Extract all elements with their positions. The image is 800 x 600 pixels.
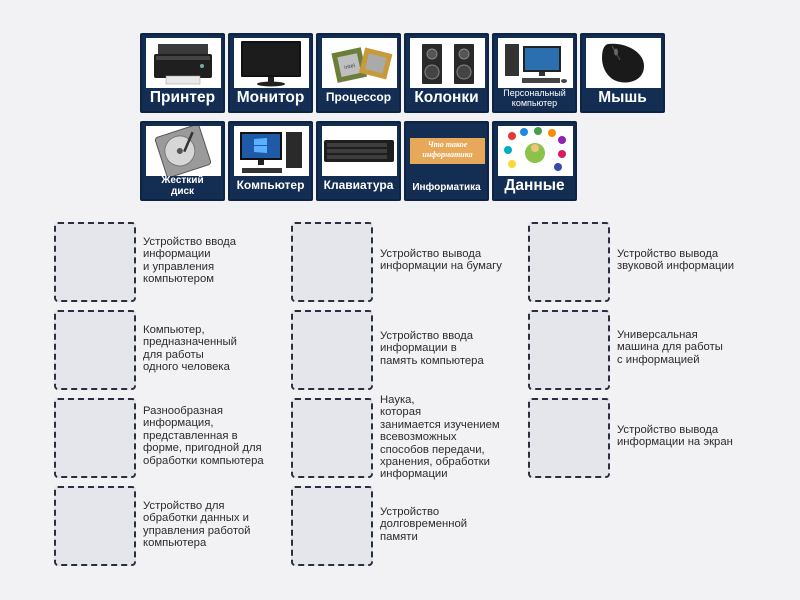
- card-label: Жесткий диск: [161, 175, 204, 197]
- definition-text: Разнообразная информация, представленная в форме, пригодной для обработки компьютера: [143, 405, 264, 467]
- card-hard-disk[interactable]: [140, 121, 225, 201]
- mouse-icon: [586, 38, 661, 88]
- card-speakers[interactable]: [404, 33, 489, 113]
- card-data[interactable]: [492, 121, 577, 201]
- drop-slot[interactable]: [528, 398, 610, 478]
- card-label: Мышь: [598, 88, 647, 106]
- card-label: Данные: [504, 176, 565, 194]
- speakers-icon: [410, 38, 485, 88]
- data-icon: [498, 126, 573, 176]
- monitor-icon: [234, 38, 309, 88]
- desktop-pc-icon: [498, 38, 573, 88]
- informatics-image-text: Что такое информатика: [422, 140, 473, 159]
- card-label: Персональный компьютер: [503, 88, 566, 108]
- printer-icon: [146, 38, 221, 88]
- drop-slot[interactable]: [291, 310, 373, 390]
- definition-text: Устройство ввода информации и управления компьютером: [143, 236, 237, 286]
- card-computer[interactable]: [228, 121, 313, 201]
- card-label: Информатика: [412, 181, 481, 193]
- card-processor[interactable]: [316, 33, 401, 113]
- definition-text: Устройство вывода звуковой информации: [617, 248, 735, 273]
- card-label: Процессор: [325, 90, 392, 105]
- hard-disk-icon: [146, 126, 221, 176]
- card-label: Клавиатура: [323, 178, 394, 193]
- informatics-icon: [410, 126, 485, 176]
- card-mouse[interactable]: [580, 33, 665, 113]
- definition-text: Компьютер, предназначенный для работы одного человека: [143, 324, 237, 374]
- definition-text: Универсальная машина для работы с информацией: [617, 329, 723, 366]
- card-label: Принтер: [149, 88, 216, 106]
- definition-text: Наука, которая занимается изучением всевозможных способов передачи, хранения, обработки информации: [380, 394, 500, 481]
- card-printer[interactable]: [140, 33, 225, 113]
- definition-text: Устройство вывода информации на экран: [617, 424, 733, 449]
- definition-text: Устройство ввода информации в память компьютера: [380, 330, 484, 367]
- processor-icon: [322, 38, 397, 88]
- drop-slot[interactable]: [291, 398, 373, 478]
- drop-slot[interactable]: [291, 222, 373, 302]
- drop-slot[interactable]: [528, 222, 610, 302]
- drop-slot[interactable]: [54, 222, 136, 302]
- keyboard-icon: [322, 126, 397, 176]
- definition-text: Устройство для обработки данных и управления работой компьютера: [143, 500, 251, 550]
- definition-text: Устройство вывода информации на бумагу: [380, 248, 502, 273]
- card-label: Компьютер: [236, 178, 305, 193]
- card-monitor[interactable]: [228, 33, 313, 113]
- card-label: Колонки: [414, 88, 479, 106]
- drop-slot[interactable]: [54, 398, 136, 478]
- drop-slot[interactable]: [54, 486, 136, 566]
- computer-icon: [234, 126, 309, 176]
- drop-slot[interactable]: [54, 310, 136, 390]
- svg-text:intel: intel: [343, 62, 356, 72]
- card-label: Монитор: [236, 88, 305, 106]
- definition-text: Устройство долговременной памяти: [380, 506, 468, 543]
- drop-slot[interactable]: [291, 486, 373, 566]
- drop-slot[interactable]: [528, 310, 610, 390]
- card-keyboard[interactable]: [316, 121, 401, 201]
- card-informatics[interactable]: [404, 121, 489, 201]
- card-personal-computer[interactable]: [492, 33, 577, 113]
